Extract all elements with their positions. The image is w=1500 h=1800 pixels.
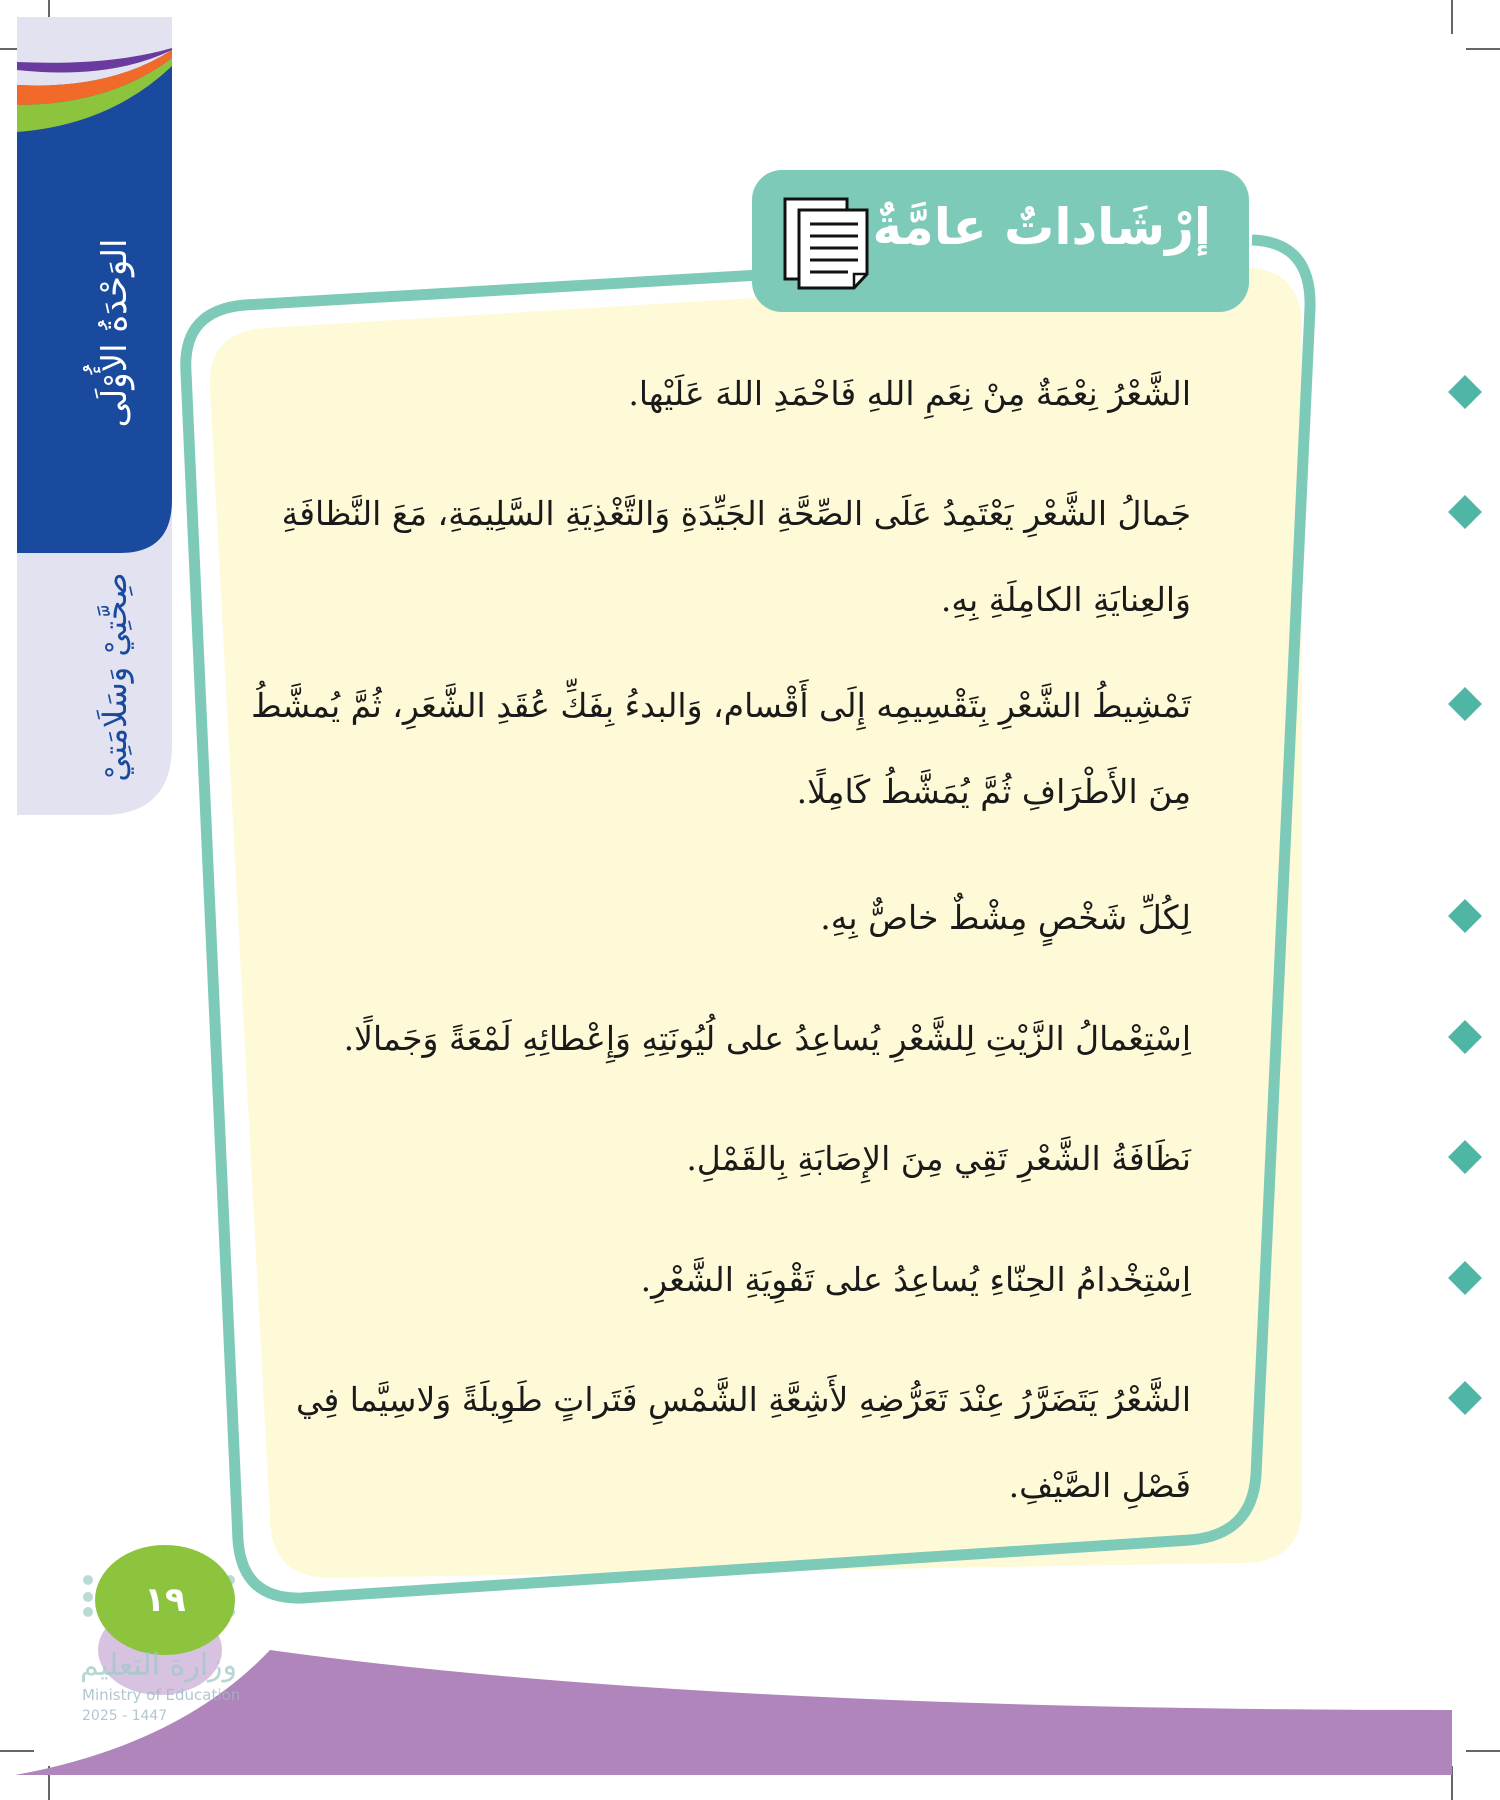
ministry-logo-arabic: وزارة التعليم	[80, 1648, 238, 1683]
item-text: نَظَافَةُ الشَّعْرِ تَقِي مِنَ الإِصَابَةِ بِالقَمْلِ.	[686, 1139, 1191, 1178]
item-text: اِسْتِعْمالُ الزَّيْتِ لِلشَّعْرِ يُساعِدُ على لُيُونَتِهِ وَإِعْطائِهِ لَمْعَةً وَجَمالًا.	[343, 1019, 1191, 1058]
item-text: لِكُلِّ شَخْصٍ مِشْطٌ خاصٌّ بِهِ.	[820, 898, 1191, 937]
item-text: الشَّعْرُ يَتَضَرَّرُ عِنْدَ تَعَرُّضِهِ لأَشِعَّةِ الشَّمْسِ فَتَراتٍ طَوِيلَةً وَلاسِيَّما فِي	[295, 1380, 1191, 1419]
item-text: تَمْشِيطُ الشَّعْرِ بِتَقْسِيمِه إِلَى أَقْسام، وَالبدءُ بِفَكِّ عُقَدِ الشَّعَرِ، ثُمَّ يُمشَّطُ	[251, 686, 1191, 725]
guideline-item	[240, 1357, 1191, 1529]
edition-year: 2025 - 1447	[82, 1708, 168, 1724]
item-text: الشَّعْرُ نِعْمَةٌ مِنْ نِعَمِ اللهِ فَاحْمَدِ اللهَ عَلَيْها.	[628, 374, 1191, 413]
guideline-item	[240, 996, 1191, 1082]
card-title-tab	[752, 170, 1249, 312]
guideline-item	[240, 663, 1191, 835]
page-number: ١٩	[95, 1545, 235, 1655]
guideline-item	[240, 875, 1191, 961]
unit-subtitle: صِحَّتِيْ وَسَلَامَتِيْ	[96, 572, 134, 782]
item-text: مِنَ الأَطْرَافِ ثُمَّ يُمَشَّطُ كَامِلًا.	[796, 772, 1191, 811]
item-text: وَالعِنايَةِ الكامِلَةِ بِهِ.	[940, 580, 1191, 619]
document-icon	[782, 196, 872, 292]
item-text: اِسْتِخْدامُ الحِنّاءِ يُساعِدُ على تَقْوِيَةِ الشَّعْرِ.	[640, 1260, 1191, 1299]
ministry-logo-english: Ministry of Education	[82, 1686, 241, 1704]
guideline-item	[240, 1116, 1191, 1202]
guideline-item	[240, 471, 1191, 643]
item-text: فَصْلِ الصَّيْفِ.	[1008, 1466, 1191, 1505]
unit-title: الوَحْدَةُ الأُوْلَى	[95, 238, 135, 428]
guideline-item	[240, 351, 1191, 437]
guideline-item	[240, 1237, 1191, 1323]
item-text: جَمالُ الشَّعْرِ يَعْتَمِدُ عَلَى الصِّحَّةِ الجَيِّدَةِ وَالتَّغْذِيَةِ السَّلِيمَةِ، مَعَ النَّظافَةِ	[281, 494, 1191, 533]
card-title: إرْشَاداتٌ عامَّةٌ	[872, 198, 1211, 256]
